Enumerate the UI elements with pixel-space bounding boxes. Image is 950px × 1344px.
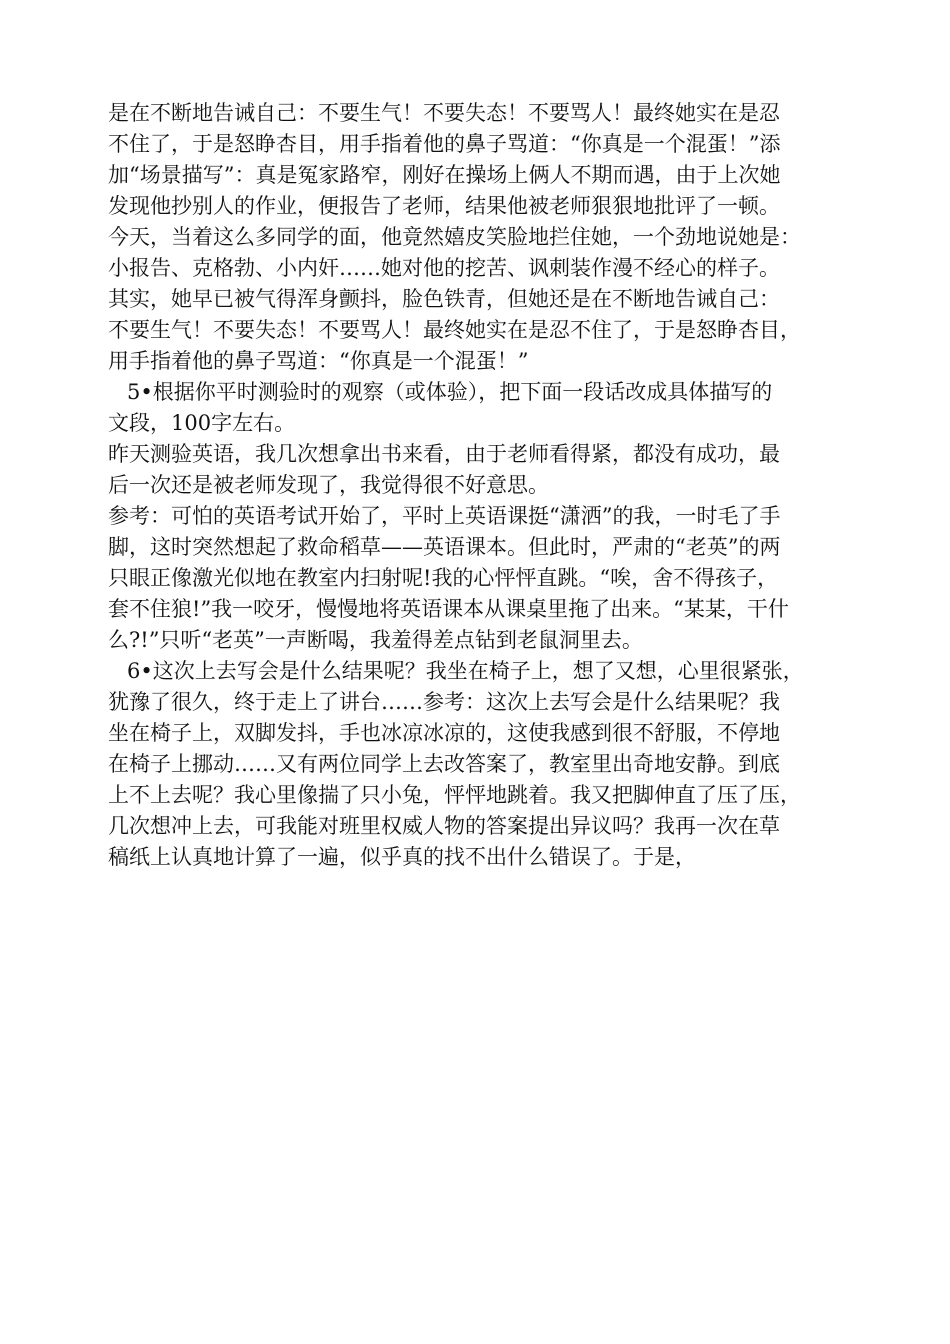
text-line: 加“场景描写”：真是冤家路窄，刚好在操场上俩人不期而遇，由于上次她: [108, 163, 781, 187]
question-5-heading: 5•根据你平时测验时的观察（或体验），把下面一段话改成具体描写的: [127, 380, 773, 404]
text-line: 后一次还是被老师发现了，我觉得很不好意思。: [108, 473, 549, 497]
text-line: 用手指着他的鼻子骂道：“你真是一个混蛋！”: [108, 349, 529, 373]
text-line: 文段，100字左右。: [108, 411, 296, 435]
text-line: 在椅子上挪动……又有两位同学上去改答案了，教室里出奇地安静。到底: [108, 752, 780, 776]
text-line: 小报告、克格勃、小内奸……她对他的挖苦、讽刺装作漫不经心的样子。: [108, 256, 780, 280]
text-line: 参考：可怕的英语考试开始了，平时上英语课挺“潇洒”的我，一时毛了手: [108, 504, 781, 528]
text-line: 昨天测验英语，我几次想拿出书来看，由于老师看得紧，都没有成功，最: [108, 442, 780, 466]
text-line: 只眼正像激光似地在教室内扫射呢!我的心怦怦直跳。“唉，舍不得孩子，: [108, 566, 779, 590]
text-line: 是在不断地告诫自己：不要生气！不要失态！不要骂人！最终她实在是忍: [108, 101, 780, 125]
text-line: 稿纸上认真地计算了一遍，似乎真的找不出什么错误了。于是，: [108, 845, 696, 869]
question-6-heading: 6•这次上去写会是什么结果呢？我坐在椅子上，想了又想，心里很紧张，: [127, 659, 804, 683]
body-text: [108, 98, 860, 873]
text-line: 发现他抄别人的作业，便报告了老师，结果他被老师狠狠地批评了一顿。: [108, 194, 780, 218]
text-line: 坐在椅子上，双脚发抖，手也冰凉冰凉的，这使我感到很不舒服，不停地: [108, 721, 780, 745]
text-line: 不要生气！不要失态！不要骂人！最终她实在是忍不住了，于是怒睁杏目，: [108, 318, 801, 342]
text-line: 脚，这时突然想起了救命稻草——英语课本。但此时，严肃的“老英”的两: [108, 535, 781, 559]
text-line: 其实，她早已被气得浑身颤抖，脸色铁青，但她还是在不断地告诫自己：: [108, 287, 780, 311]
text-line: 上不上去呢？我心里像揣了只小兔，怦怦地跳着。我又把脚伸直了压了压，: [108, 783, 801, 807]
text-line: 套不住狼!”我一咬牙，慢慢地将英语课本从课桌里拖了出来。“某某，干什: [108, 597, 789, 621]
text-line: 不住了，于是怒睁杏目，用手指着他的鼻子骂道：“你真是一个混蛋！”添: [108, 132, 781, 156]
text-line: 今天，当着这么多同学的面，他竟然嬉皮笑脸地拦住她，一个劲地说她是：: [108, 225, 801, 249]
text-line: 几次想冲上去，可我能对班里权威人物的答案提出异议吗？我再一次在草: [108, 814, 780, 838]
text-line: 犹豫了很久，终于走上了讲台……参考：这次上去写会是什么结果呢？我: [108, 690, 780, 714]
text-line: 么?!”只听“老英”一声断喝，我羞得差点钻到老鼠洞里去。: [108, 628, 643, 652]
